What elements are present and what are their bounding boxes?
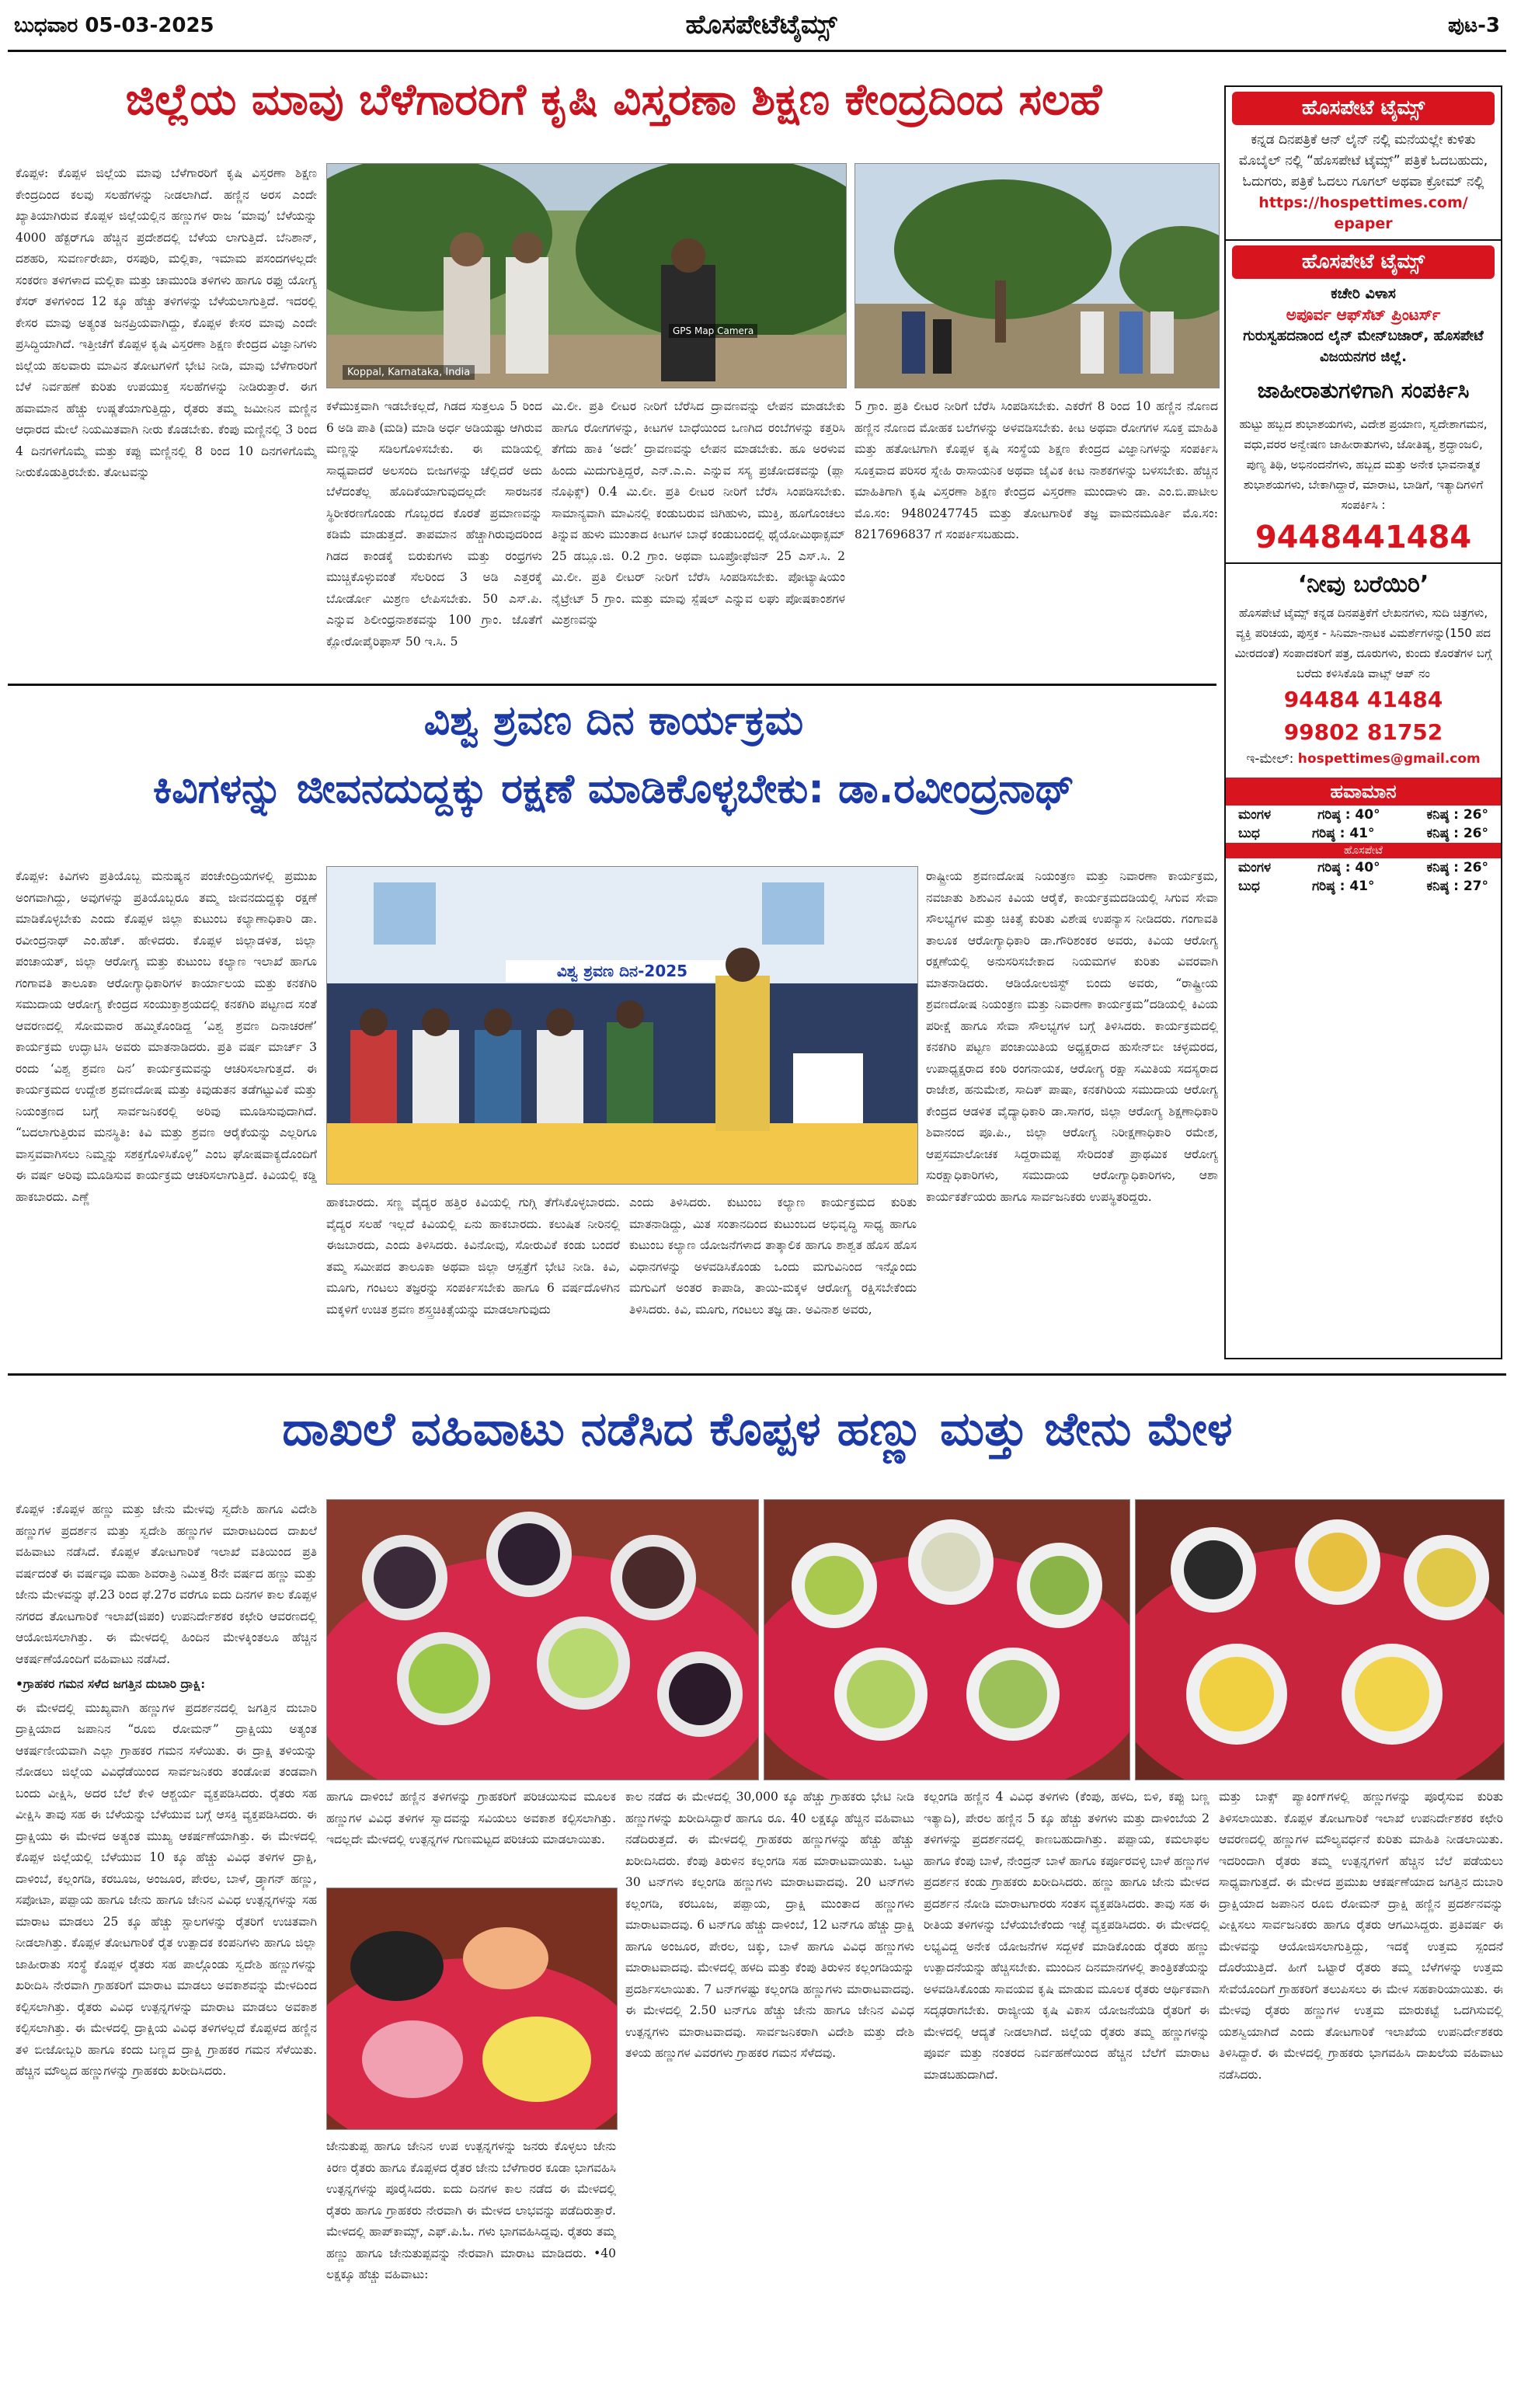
article2-text-1: ಕೊಪ್ಪಳ: ಕಿವಿಗಳು ಪ್ರತಿಯೊಬ್ಬ ಮನುಷ್ಯನ ಪಂಚೇಂದ್ರಿಯಗಳಲ್ಲಿ ಪ್ರಮುಖ ಅಂಗವಾಗಿದ್ದು, ಅವುಗಳನ್ನು ಪ್ರತಿಯೊಬ್ಬರೂ ತಮ್ಮ ಜೀವನದುದ್ದಕ್ಕು ರಕ್ಷಣೆ ಮಾಡಿಕೊಳ್ಳಬೇಕು ಎಂದು ಕೊಪ್ಪಳ ಜಿಲ್ಲಾ ಕುಟುಂಬ ಕಲ್ಯಾಣಾಧಿಕಾರಿ ಡಾ. ರವೀಂದ್ರನಾಥ್ ಎಂ.ಹೆಚ್. ಹೇಳಿದರು. ಕೊಪ್ಪಳ ಜಿಲ್ಲಾಡಳಿತ, ಜಿಲ್ಲಾ ಪಂಚಾಯತ್, ಜಿಲ್ಲಾ ಆರೋಗ್ಯ ಮತ್ತು ಕುಟುಂಬ ಕಲ್ಯಾಣ ಇಲಾಖೆ ಹಾಗೂ ಗಂಗಾವತಿ ತಾಲೂಕಾ ಆರೋಗ್ಯಾಧಿಕಾರಿಗಳ ಕಾರ್ಯಾಲಯ ಮತ್ತು ಕನಕಗಿರಿ ಸಮುದಾಯ ಆರೋಗ್ಯ ಕೇಂದ್ರದ ಸಂಯುಕ್ತಾಶ್ರಯದಲ್ಲಿ ಕನಕಗಿರಿ ಪಟ್ಟಣದ ಸಂತೆ ಆವರಣದಲ್ಲಿ ಸೋಮವಾರ ಹಮ್ಮಿಕೊಂಡಿದ್ದ ‘ವಿಶ್ವ ಶ್ರವಣ ದಿನಾಚರಣೆ’ ಕಾರ್ಯಕ್ರಮ ಉದ್ಘಾಟಿಸಿ ಅವರು ಮಾತನಾಡಿದರು. ಪ್ರತಿ ವರ್ಷ ಮಾರ್ಚ್ 3 ರಂದು ‘ವಿಶ್ವ ಶ್ರವಣ ದಿನ’ ಕಾರ್ಯಕ್ರಮವನ್ನು ಆಚರಿಸಲಾಗುತ್ತದೆ. ಈ ಕಾರ್ಯಕ್ರಮದ ಉದ್ದೇಶ ಶ್ರವಣದೋಷ ಮತ್ತು ಕಿವುಡುತನ ತಡೆಗಟ್ಟುವಿಕೆ ಮತ್ತು ನಿಯಂತ್ರಣದ ಬಗ್ಗೆ ಸಾರ್ವಜನಿಕರಲ್ಲಿ ಅರಿವು ಮೂಡಿಸುವುದಾಗಿದೆ. “ಬದಲಾಗುತ್ತಿರುವ ಮನಸ್ಥಿತಿ: ಕಿವಿ ಮತ್ತು ಶ್ರವಣ ಆರೈಕೆಯನ್ನು ಎಲ್ಲರಿಗೂ ವಾಸ್ತವವಾಗಿಸಲು ನಿಮ್ಮನ್ನು ಸಶಕ್ತಗೊಳಿಸಿಕೊಳ್ಳಿ” ಎಂಬ ಘೋಷವಾಕ್ಯದೊಂದಿಗೆ ಈ ವರ್ಷ ಅರಿವು ಮೂಡಿಸುವ ಕಾರ್ಯಕ್ರಮ ಆಚರಿಸಲಾಗುತ್ತಿದೆ. ಕಿವಿಯಲ್ಲಿ ಕಡ್ಡಿ ಹಾಕಬಾರದು. ಎಣ್ಣೆ (16, 869, 317, 1204)
article2-headline: ಕಿವಿಗಳನ್ನು ಜೀವನದುದ್ದಕ್ಕು ರಕ್ಷಣೆ ಮಾಡಿಕೊಳ್ಳಬೇಕು: ಡಾ.ರವೀಂದ್ರನಾಥ್ (152, 766, 1075, 813)
article1-photo-1 (326, 163, 847, 388)
article1-col-2 (326, 396, 542, 676)
article3-col-5 (1219, 1787, 1503, 2400)
article2-text-3: ಎಂದು ತಿಳಿಸಿದರು. ಕುಟುಂಬ ಕಲ್ಯಾಣ ಕಾರ್ಯಕ್ರಮದ ಕುರಿತು ಮಾತನಾಡಿದ್ದು, ಮಿತ ಸಂತಾನದಿಂದ ಕುಟುಂಬದ ಅಭಿವೃದ್ಧಿ ಸಾಧ್ಯ ಹಾಗೂ ಕುಟುಂಬ ಕಲ್ಯಾಣ ಯೋಜನೆಗಳಾದ ತಾತ್ಕಾಲಿಕ ಹಾಗೂ ಶಾಶ್ವತ ಹೊಸ ಹೊಸ ವಿಧಾನಗಳನ್ನು ಅಳವಡಿಸಿಕೊಂಡು ಒಂದು ಮಗುವಿನಿಂದ ಇನ್ನೊಂದು ಮಗುವಿಗೆ ಅಂತರ ಕಾಪಾಡಿ, ತಾಯಿ-ಮಕ್ಕಳ ಆರೋಗ್ಯ ರಕ್ಷಿಸಬೇಕೆಂದು ತಿಳಿಸಿದರು. ಕಿವಿ, ಮೂಗು, ಗಂಟಲು ತಜ್ಞ ಡಾ. ಅವಿನಾಶ ಅವರು, (629, 1195, 917, 1317)
sidebar-office-label: ಕಚೇರಿ ವಿಳಾಸ (1331, 285, 1396, 302)
sidebar-email-link[interactable]: hospettimes@gmail.com (1297, 751, 1481, 767)
sidebar-epaper-link[interactable]: epaper (1334, 215, 1393, 232)
article3-col1-rest: ಈ ಮೇಳದಲ್ಲಿ ಮುಖ್ಯವಾಗಿ ಹಣ್ಣುಗಳ ಪ್ರದರ್ಶನದಲ್ಲಿ ಜಗತ್ತಿನ ದುಬಾರಿ ದ್ರಾಕ್ಷಿಯಾದ ಜಪಾನಿನ “ರೂಬಿ ರೋಮನ್” ದ್ರಾಕ್ಷಿಯು ಅತ್ಯಂತ ಆಕರ್ಷಣೀಯವಾಗಿ ಎಲ್ಲಾ ಗ್ರಾಹಕರ ಗಮನ ಸಳೆಯಿತು. ಈ ದ್ರಾಕ್ಷಿ ತಳಿಯನ್ನು ನೋಡಲು ಜಿಲ್ಲೆಯ ವಿವಿಧೆಡೆಯಿಂದ ಸಾರ್ವಜನಿಕರು ತಂಡೋಪ ತಂಡವಾಗಿ ಬಂದು ವೀಕ್ಷಿಸಿ, ಅದರ ಬೆಲೆ ಕೇಳಿ ಆಶ್ಚರ್ಯ ವ್ಯಕ್ತಪಡಿಸಿದರು. ರೈತರು ಸಹ ವೀಕ್ಷಿಸಿ ತಾವು ಸಹ ಈ ಬೆಳೆಯನ್ನು ಬೆಳೆಯುವ ಬಗ್ಗೆ ಆಸಕ್ತಿ ವ್ಯಕ್ತಪಡಿಸಿದರು. ಈ ದ್ರಾಕ್ಷಿಯು ಈ ಮೇಳದ ಅತ್ಯಂತ ಮುಖ್ಯ ಆಕರ್ಷಣೆಯಾಗಿತ್ತು. ಈ ಮೇಳದಲ್ಲಿ ಕೊಪ್ಪಳ ಜಿಲ್ಲೆಯಲ್ಲಿ ಬೆಳೆಯುವ 10 ಕ್ಕೂ ಹೆಚ್ಚು ವಿವಿಧ ತಳಿಗಳ ದ್ರಾಕ್ಷಿ, ದಾಳಿಂಬೆ, ಕಲ್ಲಂಗಡಿ, ಕರಬೂಜ, ಅಂಜೂರ, ಪೇರಲ, ಬಾಳೆ, ಡ್ರ್ಯಾಗನ್ ಹಣ್ಣು, ಸಪೋಟಾ, ಪಪ್ಪಾಯ ಹಾಗೂ ಜೇನು ಹಾಗೂ ಜೇನಿನ ವಿವಿಧ ಉತ್ಪನ್ನಗಳನ್ನು ಸಹ ಮಾರಾಟ ಮಾಡಲು 25 ಕ್ಕೂ ಹೆಚ್ಚು ಸ್ಟಾಲಗಳನ್ನು ರೈತರಿಗೆ ಉಚಿತವಾಗಿ ನೀಡಲಾಗಿತ್ತು. ಕೊಪ್ಪಳ ತೋಟಗಾರಿಕೆ ರೈತ ಉತ್ಪಾದಕ ಕಂಪನಿಗಳು ಹಾಗೂ ಜಿಲ್ಲಾ ಜಾಹೀರಾತು ಸಂಸ್ಥೆ ಕೊಪ್ಪಳ ರೈತರು ಸಹ ಪಾಲ್ಗೊಂಡು ಸ್ವದೇಶಿ ಹಣ್ಣುಗಳನ್ನು ಖರೀದಿಸಿ ನೇರವಾಗಿ ಗ್ರಾಹಕರಿಗೆ ಮಾರಾಟ ಮಾಡಲು ಅವಕಾಶವನ್ನು ಮೇಳದಿಂದ ಕಲ್ಪಿಸಲಾಗಿತ್ತು. ರೈತರು ವಿವಿಧ ಉತ್ಪನ್ನಗಳನ್ನು ಮಾರಾಟ ಮಾಡಲು ಅವಕಾಶ ಕಲ್ಪಿಸಲಾಗಿತ್ತು. ಈ ಮೇಳದಲ್ಲಿ ದ್ರಾಕ್ಷಿಯ ವಿವಿಧ ತಳಿಗಳಲ್ಲದೆ ಕೊಪ್ಪಳದ ಹಣ್ಣಿನ ತಳಿ ಬೀಜೋಬ್ಬರಿ ಹಾಗೂ ಕಂದು ಬಣ್ಣದ ದ್ರಾಕ್ಷಿ ಗ್ರಾಹಕರ ಗಮನ ಸೆಳೆಯಿತು. ಹೆಚ್ಚಿನ ಮೌಲ್ಯದ ಹಣ್ಣುಗಳನ್ನು ಗ್ರಾಹಕರು ಖರೀದಿಸಿದರು. (16, 1700, 317, 2078)
header-rule (8, 50, 1506, 52)
section-rule-2 (8, 1373, 1506, 1376)
weather-max: ಗರಿಷ್ಠ : 40° (1317, 860, 1380, 875)
article3-photo-bananas (1135, 1499, 1505, 1780)
article3-photo-melons (326, 1888, 618, 2130)
masthead-title: ಹೊಸಪೇಟೆಟೈಮ್ಸ್ (685, 9, 837, 40)
page-number: ಪುಟ-3 (1447, 14, 1500, 37)
weather-box (1226, 778, 1501, 896)
article3-headline: ದಾಖಲೆ ವಹಿವಾಟು ನಡೆಸಿದ ಕೊಪ್ಪಳ ಹಣ್ಣು ಮತ್ತು ಜೇನು ಮೇಳ (282, 1402, 1233, 1456)
article2-photo (326, 866, 918, 1185)
weather-day: ಮಂಗಳ (1238, 860, 1272, 875)
weather-day: ಬುಧ (1238, 826, 1260, 841)
section-rule-1 (8, 684, 1216, 686)
article3-col-4 (924, 1787, 1209, 2400)
article3-subhead: •ಗ್ರಾಹಕರ ಗಮನ ಸಳೆದ ಜಗತ್ತಿನ ದುಬಾರಿ ದ್ರಾಕ್ಷಿ: (16, 1676, 206, 1691)
sidebar-url-link[interactable]: https://hospettimes.com/ (1258, 194, 1468, 211)
article3-text-4: ಕಲ್ಲಂಗಡಿ ಹಣ್ಣಿನ 4 ವಿವಿಧ ತಳಿಗಳು (ಕೆಂಪು, ಹಳದಿ, ಬಿಳಿ, ಕಪ್ಪು ಬಣ್ಣ ಇತ್ಯಾದಿ), ಪೇರಲ ಹಣ್ಣಿನ 5 ಕ್ಕೂ ಹೆಚ್ಚು ತಳಿಗಳು ಮತ್ತು ದಾಳಿಂಬೆಯ 2 ತಳಿಗಳನ್ನು ಪ್ರದರ್ಶನದಲ್ಲಿ ಕಾಣಬಹುದಾಗಿತ್ತು. ಪಪ್ಪಾಯ, ಕಮಲಾಫಲ ಹಾಗೂ ಕೆಂಪು ಬಾಳೆ, ನೇಂದ್ರನ್ ಬಾಳೆ ಹಾಗೂ ಕರ್ಪೂರವಳ್ಳಿ ಬಾಳೆ ಹಣ್ಣುಗಳ ಪ್ರದರ್ಶನ ಕಂಡು ಗ್ರಾಹಕರು ಖರೀದಿಸಿದರು. ಹಣ್ಣು ಹಾಗೂ ಜೇನು ಮೇಳದ ಪ್ರದರ್ಶನ ನೋಡಿ ಮಾರಾಟಗಾರರು ಸಂತಸ ವ್ಯಕ್ತಪಡಿಸಿದರು. ತಾವು ಸಹ ಈ ರೀತಿಯ ತಳಿಗಳನ್ನು ಬೆಳೆಯಬೇಕೆಂದು ಇಚ್ಛೆ ವ್ಯಕ್ತಪಡಿಸಿದರು. ಈ ಮೇಳದಲ್ಲಿ ಲಭ್ಯವಿದ್ದ ಅನೇಕ ಯೋಜನೆಗಳ ಸದ್ಬಳಕೆ ಮಾಡಿಕೊಂಡು ರೈತರು ಹಣ್ಣು ಉತ್ಪಾದನೆಯನ್ನು ಹೆಚ್ಚಿಸಬೇಕು. ಮುಂದಿನ ದಿನಮಾನಗಳಲ್ಲಿ ತಾಂತ್ರಿಕತೆಯನ್ನು ಅಳವಡಿಸಿಕೊಂಡು ಸಾವಯವ ಕೃಷಿ ಮಾಡುವ ಮೂಲಕ ರೈತರು ಆರ್ಥಿಕವಾಗಿ ಸದೃಢರಾಗಬೇಕು. ರಾಜ್ಯೀಯ ಕೃಷಿ ವಿಕಾಸ ಯೋಜನೆಯಡಿ ರೈತರಿಗೆ ಈ ಮೇಳದಲ್ಲಿ ಆದ್ಯತೆ ನೀಡಲಾಗಿದೆ. ಜಿಲ್ಲೆಯ ರೈತರು ತಮ್ಮ ಹಣ್ಣುಗಳನ್ನು ಪೂರ್ವ ಮತ್ತು ನಂತರದ ನಿರ್ವಹಣೆಯಿಂದ ಹೆಚ್ಚಿನ ಬೆಲೆಗೆ ಮಾರಾಟ ಮಾಡಬಹುದಾಗಿದೆ. (924, 1790, 1209, 2082)
page-header (8, 6, 1506, 47)
sidebar-phone-2: 99802 81752 (1283, 719, 1443, 745)
weather-row-3 (1226, 858, 1501, 877)
sidebar-you-write-text: ಹೊಸಪೇಟೆ ಟೈಮ್ಸ್ ಕನ್ನಡ ದಿನಪತ್ರಿಕೆಗೆ ಲೇಖನಗಳು, ಸುದಿ ಚಿತ್ರಗಳು, ವ್ಯಕ್ತಿ ಪರಿಚಯ, ಪುಸ್ತಕ - ಸಿನಿಮಾ-ನಾಟಕ ವಿಮರ್ಶೆಗಳನ್ನು(150 ಪದ ಮೀರದಂತೆ) ಸಂಪಾದಕರಿಗೆ ಪತ್ರ, ದೂರುಗಳು, ಕುಂದು ಕೊರತೆಗಳ ಬಗ್ಗೆ ಬರೆದು ಕಳಿಸಿಕೊಡಿ ವಾಟ್ಸ್ ಆಪ್ ನಂ (1234, 606, 1492, 680)
sidebar-badge-1: ಹೊಸಪೇಟೆ ಟೈಮ್ಸ್ (1232, 92, 1495, 125)
article3-text-2b: ಜೇನುತುಪ್ಪ ಹಾಗೂ ಜೇನಿನ ಉಪ ಉತ್ಪನ್ನಗಳನ್ನು ಜನರು ಕೊಳ್ಳಲು ಜೇನು ಕಿರಣ ರೈತರು ಹಾಗೂ ಕೊಪ್ಪಳದ ರೈತರ ಜೇನು ಬೆಳೆಗಾರರ ಕೂಡಾ ಭಾಗವಹಿಸಿ ಉತ್ಪನ್ನಗಳನ್ನು ಪೂರೈಸಿದರು. ಐದು ದಿನಗಳ ಕಾಲ ನಡೆದ ಈ ಮೇಳದಲ್ಲಿ ರೈತರು ಹಾಗೂ ಗ್ರಾಹಕರು ನೇರವಾಗಿ ಈ ಮೇಳದ ಲಾಭವನ್ನು ಪಡೆದಿರುತ್ತಾರೆ. ಮೇಳದಲ್ಲಿ ಹಾಪ್‌ಕಾಮ್ಸ್, ಎಫ್.ಪಿ.ಓ. ಗಳು ಭಾಗವಹಿಸಿದ್ದವು. ರೈತರು ತಮ್ಮ ಹಣ್ಣು ಹಾಗೂ ಜೇನುತುಪ್ಪವನ್ನು ನೇರವಾಗಿ ಮಾರಾಟ ಮಾಡಿದರು. •40 ಲಕ್ಷಕ್ಕೂ ಹೆಚ್ಚು ವಹಿವಾಟು: (326, 2139, 616, 2281)
weather-day: ಮಂಗಳ (1238, 807, 1272, 823)
article2-col-3 (629, 1192, 917, 1355)
weather-max: ಗರಿಷ್ಠ : 40° (1317, 807, 1380, 823)
sidebar-contact-label: ಸಂಪರ್ಕಿಸಿ : (1341, 498, 1386, 512)
gps-camera-badge: GPS Map Camera (669, 324, 757, 338)
article1-col-4 (854, 396, 1218, 676)
weather-max: ಗರಿಷ್ಠ : 41° (1311, 826, 1375, 841)
sidebar-ads-title: ಜಾಹೀರಾತುಗಳಿಗಾಗಿ ಸಂಪರ್ಕಿಸಿ (1257, 378, 1470, 403)
sidebar-address: ಗುರುಸ್ವಹದನಾಂದ ಲೈನ್ ಮೇನ್‌ಬಜಾರ್, ಹೊಸಪೇಟೆ ವಿಜಯನಗರ ಜಿಲ್ಲೆ. (1243, 328, 1484, 365)
article3-col-2b (326, 2136, 616, 2400)
weather-day: ಬುಧ (1238, 879, 1260, 894)
article3-col-3 (625, 1787, 914, 2400)
article2-col-1 (16, 866, 317, 1355)
article3-intro: ಕೊಪ್ಪಳ :ಕೊಪ್ಪಳ ಹಣ್ಣು ಮತ್ತು ಜೇನು ಮೇಳವು ಸ್ವದೇಶಿ ಹಾಗೂ ವಿದೇಶಿ ಹಣ್ಣುಗಳ ಪ್ರದರ್ಶನ ಮತ್ತು ಸ್ವದೇಶಿ ಹಣ್ಣುಗಳ ಮಾರಾಟದಿಂದ ದಾಖಲೆ ವಹಿವಾಟು ನಡೆಸಿದೆ. ಕೊಪ್ಪಳ ತೋಟಗಾರಿಕೆ ಇಲಾಖೆ ವತಿಯಿಂದ ಪ್ರತಿ ವರ್ಷದಂತೆ ಈ ವರ್ಷವೂ ಮಹಾ ಶಿವರಾತ್ರಿ ನಿಮಿತ್ತ 8ನೇ ವರ್ಷದ ಹಣ್ಣು ಮತ್ತು ಜೇನು ಮೇಳವನ್ನು ಫೆ.23 ರಿಂದ ಫೆ.27ರ ವರೆಗೂ ಐದು ದಿನಗಳ ಕಾಲ ಕೊಪ್ಪಳ ನಗರದ ತೋಟಗಾರಿಕೆ ಇಲಾಖೆ(ಜಿಪಂ) ಉಪನಿರ್ದೇಶಕರ ಕಛೇರಿ ಆವರಣದಲ್ಲಿ ಆಯೋಜಿಸಲಾಗಿತ್ತು. ಈ ಮೇಳದಲ್ಲಿ ಹಿಂದಿನ ಮೇಳಕ್ಕಿಂತಲೂ ಹೆಚ್ಚಿನ ಆಕರ್ಷಣೆಯೊಂದಿಗೆ ವಹಿವಾಟು ನಡೆಸಿದೆ. (16, 1502, 317, 1666)
sidebar-phone-1: 94484 41484 (1283, 687, 1443, 712)
weather-min: ಕನಿಷ್ಠ : 26° (1426, 826, 1488, 841)
article3-photo-guava (764, 1499, 1130, 1780)
banner-text: ವಿಶ್ವ ಶ್ರವಣ ದಿನ-2025 (556, 962, 688, 980)
issue-date: ಬುಧವಾರ 05-03-2025 (14, 14, 214, 37)
weather-min: ಕನಿಷ್ಠ : 27° (1426, 879, 1488, 894)
weather-city: ಹೊಸಪೇಟೆ (1226, 843, 1501, 858)
weather-min: ಕನಿಷ್ಠ : 26° (1426, 807, 1488, 823)
article1-headline: ಜಿಲ್ಲೆಯ ಮಾವು ಬೆಳೆಗಾರರಿಗೆ ಕೃಷಿ ವಿಸ್ತರಣಾ ಶಿಕ್ಷಣ ಕೇಂದ್ರದಿಂದ ಸಲಹೆ (125, 75, 1102, 125)
article1-text-3: ಮಿ.ಲೀ. ಪ್ರತಿ ಲೀಟರ ನೀರಿಗೆ ಬೆರೆಸಿದ ದ್ರಾವಣವನ್ನು ಲೇಪನ ಮಾಡಬೇಕು ಹಾಗೂ ರೋಗಗಳನ್ನು, ಕೀಟಗಳ ಬಾಧೆಯಿಂದ ಒಣಗಿದ ರಂಬೆಗಳನ್ನು ಕತ್ತರಿಸಿ ತೆಗೆದು ಹಾಕಿ ‘ಅದೇ’ ದ್ರಾವಣವನ್ನು ಲೇಪನ ಮಾಡಬೇಕು. ಹೂ ಅರಳುವ ಹಿಂದು ಮಿದುಗುತ್ತಿದ್ದರೆ, ಎನ್.ಎ.ಎ. ಎನ್ನುವ ಸಸ್ಯ ಪ್ರಚೋದಕವನ್ನು (ಪ್ಲಾ ನೊಫಿಕ್ಸ್) 0.4 ಮಿ.ಲೀ. ಪ್ರತಿ ಲೀಟರ ನೀರಿಗೆ ಬೆರೆಸಿ ಸಿಂಪಡಿಸಬೇಕು. ಸಾಮಾನ್ಯವಾಗಿ ಮಾವಿನಲ್ಲಿ ಕಂಡುಬರುವ ಜಿಗಿಹುಳು, ಮುಕ್ತಿ, ಹೂಗೊಂಚಲು ತಿನ್ನುವ ಹುಳು ಮುಂತಾದ ಕೀಟಗಳ ಬಾಧೆ ಕಂಡುಬಂದಲ್ಲಿ ಥೈಯೋಮಿಥಾಕ್ಸಮ್ 25 ಡಬ್ಲೂ.ಜಿ. 0.2 ಗ್ರಾಂ. ಅಥವಾ ಬೂಪ್ರೋಫೆಜಿನ್ 25 ಎಸ್.ಸಿ. 2 ಮಿ.ಲೀ. ಪ್ರತಿ ಲೀಟರ್ ನೀರಿಗೆ ಬೆರೆಸಿ ಸಿಂಪಡಿಸಬೇಕು. ಪೋಟ್ಯಾಷಿಯಂ ನೈಟ್ರೇಟ್ 5 ಗ್ರಾಂ. ಮತ್ತು ಮಾವು ಸ್ಪೆಷಲ್ ಎನ್ನುವ ಲಘು ಪೋಷಕಾಂಶಗಳ ಮಿಶ್ರಣವನ್ನು (552, 399, 845, 627)
article1-photo-2 (854, 163, 1220, 388)
sidebar-ads-list: ಹುಟ್ಟು ಹಬ್ಬದ ಶುಭಾಶಯಗಳು, ವಿದೇಶ ಪ್ರಯಾಣ, ಸ್ವದೇಶಾಗಮನ, ವಧು,ವರರ ಅನ್ವೇಷಣ ಜಾಹೀರಾತುಗಳು, ಜೋತಿಷ್ಯ, ಶ್ರದ್ಧಾಂಜಲಿ, ಪುಣ್ಯ ತಿಥಿ, ಅಭಿನಂದನೆಗಳು, ಹಬ್ಬದ ಮತ್ತು ಅನೇಕ ಭಾವನಾತ್ಮಕ ಶುಭಾಶಯಗಳು, ಬೇಕಾಗಿದ್ದಾರೆ, ಮಾರಾಟ, ಬಾಡಿಗೆ, ಇತ್ಯಾದಿಗಳಿಗೆ (1239, 417, 1488, 492)
article3-photo-grapes (326, 1499, 759, 1780)
article2-text-4: ರಾಷ್ಟ್ರೀಯ ಶ್ರವಣದೋಷ ನಿಯಂತ್ರಣ ಮತ್ತು ನಿವಾರಣಾ ಕಾರ್ಯಕ್ರಮ, ನವಜಾತು ಶಿಶುವಿನ ಕಿವಿಯ ಆರೈಕೆ, ಕಾರ್ಯಕ್ರಮದಡಿಯಲ್ಲಿ ಸಿಗುವ ಸೇವಾ ಸೌಲಭ್ಯಗಳ ಮತ್ತು ಚಿಕಿತ್ಸೆ ಕುರಿತು ವಿಶೇಷ ಉಪನ್ಯಾಸ ನೀಡಿದರು. ಗಂಗಾವತಿ ತಾಲೂಕ ಆರೋಗ್ಯಾಧಿಕಾರಿ ಡಾ.ಗೌರಿಶಂಕರ ಅವರು, ಕಿವಿಯ ಆರೋಗ್ಯ ರಕ್ಷಣೆಯಲ್ಲಿ ಅನುಸರಿಸಬೇಕಾದ ನಿಯಮಗಳ ಕುರಿತು ವಿವರವಾಗಿ ಮಾತನಾಡಿದರು. ಆಡಿಯೋಲಜಿಸ್ಟ್ ಬಿಂದು ಅವರು, “ರಾಷ್ಟ್ರೀಯ ಶ್ರವಣದೋಷ ನಿಯಂತ್ರಣ ಮತ್ತು ನಿವಾರಣಾ ಕಾರ್ಯಕ್ರಮ”ದಡಿಯಲ್ಲಿ ಕಿವಿಯ ಪರೀಕ್ಷೆ ಹಾಗೂ ಸೇವಾ ಸೌಲಭ್ಯಗಳ ಬಗ್ಗೆ ತಿಳಿಸಿದರು. ಕಾರ್ಯಕ್ರಮದಲ್ಲಿ ಕನಕಗಿರಿ ಪಟ್ಟಣ ಪಂಚಾಯಿತಿಯ ಅಧ್ಯಕ್ಷರಾದ ಹುಸೇನ್‌ಬೀ ಚಳ್ಳಮರದ, ಉಪಾಧ್ಯಕ್ಷರಾದ ಕಂಠಿ ರಂಗನಾಯಕ, ಆರೋಗ್ಯ ರಕ್ಷಾ ಸಮಿತಿಯ ಸದಸ್ಯರಾದ ರಾಜೇಶ, ಹನುಮೇಶ, ಸಾದಿಕ್ ಪಾಷಾ, ಕನಕಗಿರಿಯ ಸಮುದಾಯ ಆರೋಗ್ಯ ಕೇಂದ್ರದ ಆಡಳಿತ ವೈದ್ಯಾಧಿಕಾರಿ ಡಾ.ಸಾಗರ, ಜಿಲ್ಲಾ ಆರೋಗ್ಯ ಶಿಕ್ಷಣಾಧಿಕಾರಿ ಶಿವಾನಂದ ಪೂ.ಪಿ., ಜಿಲ್ಲಾ ಆರೋಗ್ಯ ನಿರೀಕ್ಷಣಾಧಿಕಾರಿ ರಮೇಶ, ಆಪ್ತಸಮಾಲೋಚಕ ಸಿದ್ದರಾಮಪ್ಪ ಸೇರಿದಂತೆ ಪ್ರಾಥಮಿಕ ಆರೋಗ್ಯ ಸುರಕ್ಷಾಧಿಕಾರಿಗಳು, ಸಮುದಾಯ ಆರೋಗ್ಯಾಧಿಕಾರಿಗಳು, ಆಶಾ ಕಾರ್ಯಕರ್ತೆಯರು ಹಾಗೂ ಸಾರ್ವಜನಿಕರು ಉಪಸ್ಥಿತರಿದ್ದರು. (926, 869, 1218, 1204)
article1-text-4: 5 ಗ್ರಾಂ. ಪ್ರತಿ ಲೀಟರ ನೀರಿಗೆ ಬೆರೆಸಿ ಸಿಂಪಡಿಸಬೇಕು. ಎಕರೆಗೆ 8 ರಿಂದ 10 ಹಣ್ಣಿನ ನೊಣದ ಹಣ್ಣಿನ ನೊಣದ ಮೋಹಕ ಬಲೆಗಳನ್ನು ಅಳವಡಿಸಬೇಕು. ಕೀಟ ಅಥವಾ ರೋಗಗಳ ಸೂಕ್ತ ಮಾಹಿತಿ ಮತ್ತು ಹತೋಟಿಗಾಗಿ ಕೊಪ್ಪಳ ಕೃಷಿ ಸಂಸ್ಥೆಯ ಶಿಕ್ಷಣ ಕೇಂದ್ರದ ವಿಜ್ಞಾನಿಗಳನ್ನು ಸಂಪರ್ಕಿಸಿ ಸೂಕ್ತವಾದ ಪರಿಸರ ಸ್ನೇಹಿ ರಾಸಾಯನಿಕ ಅಥವಾ ಜೈವಿಕ ಕೀಟ ನಾಶಕಗಳನ್ನು ಬಳಸಬೇಕು. ಹೆಚ್ಚಿನ ಮಾಹಿತಿಗಾಗಿ ಕೃಷಿ ವಿಸ್ತರಣಾ ಶಿಕ್ಷಣ ಕೇಂದ್ರದ ವಿಸ್ತರಣಾ ಮುಂದಾಳು ಡಾ. ಎಂ.ಬಿ.ಪಾಟೀಲ ಮೊ.ಸಂ: 9480247745 ಮತ್ತು ತೋಟಗಾರಿಕೆ ತಜ್ಞ ವಾಮನಮೂರ್ತಿ ಮೊ.ಸಂ: 8217696837 ಗೆ ಸಂಪರ್ಕಿಸಬಹುದು. (854, 399, 1218, 541)
weather-row-4 (1226, 877, 1501, 896)
weather-title: ಹವಾಮಾನ (1226, 778, 1501, 806)
article1-col-3 (552, 396, 845, 676)
article3-text-3: ಕಾಲ ನಡೆದ ಈ ಮೇಳದಲ್ಲಿ 30,000 ಕ್ಕೂ ಹೆಚ್ಚು ಗ್ರಾಹಕರು ಭೇಟಿ ನೀಡಿ ಹಣ್ಣುಗಳನ್ನು ಖರೀದಿಸಿದ್ದಾರೆ ಹಾಗೂ ರೂ. 40 ಲಕ್ಷಕ್ಕೂ ಹೆಚ್ಚಿನ ವಹಿವಾಟು ನಡೆದಿರುತ್ತದೆ. ಈ ಮೇಳದಲ್ಲಿ ಗ್ರಾಹಕರು ಹಣ್ಣುಗಳನ್ನು ಹೆಚ್ಚು ಹೆಚ್ಚು ಖರೀದಿಸಿದರು. ಕೆಂಪು ತಿರುಳಿನ ಕಲ್ಲಂಗಡಿ ಸಹ ಮಾರಾಟವಾಯಿತು. ಒಟ್ಟು 30 ಟನ್‌ಗಳು ಕಲ್ಲಂಗಡಿ ಹಣ್ಣುಗಳು ಮಾರಾಟವಾದವು. 20 ಟನ್‌ಗಳು ಕಲ್ಲಂಗಡಿ, ಕರಬೂಜ, ಪಪ್ಪಾಯ, ದ್ರಾಕ್ಷಿ ಮುಂತಾದ ಹಣ್ಣುಗಳು ಮಾರಾಟವಾದವು. 6 ಟನ್‌ಗೂ ಹೆಚ್ಚು ದಾಳಿಂಬೆ, 12 ಟನ್‌ಗೂ ಹೆಚ್ಚು ದ್ರಾಕ್ಷಿ ಹಾಗೂ ಅಂಜೂರ, ಪೇರಲ, ಚಿಕ್ಕು, ಬಾಳೆ ಹಾಗೂ ವಿವಿಧ ಹಣ್ಣುಗಳು ಮಾರಾಟವಾದವು. ಮೇಳದಲ್ಲಿ ಹಳದಿ ಮತ್ತು ಕೆಂಪು ತಿರುಳಿನ ಕಲ್ಲಂಗಡಿಯನ್ನು ಪ್ರದರ್ಶಿಸಲಾಯಿತು. 7 ಟನ್‌ಗಳಷ್ಟು ಕಲ್ಲಂಗಡಿ ಹಣ್ಣುಗಳು ಮಾರಾಟವಾದವು. ಈ ಮೇಳದಲ್ಲಿ 2.50 ಟನ್‌ಗೂ ಹೆಚ್ಚು ಜೇನು ಹಾಗೂ ಜೇನಿನ ವಿವಿಧ ಉತ್ಪನ್ನಗಳು ಮಾರಾಟವಾದವು. ಸಾರ್ವಜನಿಕರಾಗಿ ವಿದೇಶಿ ಮತ್ತು ದೇಶಿ ತಳಿಯ ಹಣ್ಣುಗಳ ವಿವರಗಳು ಗ್ರಾಹಕರ ಗಮನ ಸೆಳೆದವು. (625, 1790, 914, 2060)
weather-max: ಗರಿಷ್ಠ : 41° (1311, 879, 1375, 894)
article2-col-4 (926, 866, 1218, 1355)
sidebar-email-label: ಇ-ಮೇಲ್: (1246, 751, 1294, 767)
article2-text-2: ಹಾಕಬಾರದು. ಸಣ್ಣ ವೈದ್ಯರ ಹತ್ತಿರ ಕಿವಿಯಲ್ಲಿ ಗುಗ್ಗಿ ತೆಗೆಸಿಕೊಳ್ಳಬಾರದು. ವೈದ್ಯರ ಸಲಹೆ ಇಲ್ಲದೆ ಕಿವಿಯಲ್ಲಿ ಏನು ಹಾಕಬಾರದು. ಕಲುಷಿತ ನೀರಿನಲ್ಲಿ ಈಜಬಾರದು, ಎಂದು ತಿಳಿಸಿದರು. ಕಿವಿನೋವು, ಸೋರುವಿಕೆ ಕಂಡು ಬಂದರೆ ತಮ್ಮ ಸಮೀಪದ ತಾಲೂಕಾ ಅಥವಾ ಜಿಲ್ಲಾ ಆಸ್ಪತ್ರೆಗೆ ಭೇಟಿ ನೀಡಿ. ಕಿವಿ, ಮೂಗು, ಗಂಟಲು ತಜ್ಞರನ್ನು ಸಂಪರ್ಕಿಸಬೇಕು ಹಾಗೂ 6 ವರ್ಷದೊಳಗಿನ ಮಕ್ಕಳಿಗೆ ಉಚಿತ ಶ್ರವಣ ಶಸ್ತ್ರಚಿಕಿತ್ಸೆಯನ್ನು ಮಾಡಲಾಗುವುದು (326, 1195, 620, 1317)
sidebar-phone-big: 9448441484 (1255, 520, 1472, 555)
sidebar-promo: ಕನ್ನಡ ದಿನಪತ್ರಿಕೆ ಆನ್ ಲೈನ್ ನಲ್ಲಿ ಮನೆಯಲ್ಲೇ ಕುಳಿತು ಮೊಬೈಲ್ ನಲ್ಲಿ “ಹೊಸಪೇಟೆ ಟೈಮ್ಸ್” ಪತ್ರಿಕೆ ಓದಬಹುದು, ಓದುಗರು, ಪತ್ರಿಕೆ ಓದಲು ಗೂಗಲ್ ಅಥವಾ ಕ್ರೋಮ್ ನಲ್ಲಿ (1238, 132, 1488, 190)
sidebar-email-row (1226, 749, 1501, 770)
article1-text-2: ಕಳೆಮುಕ್ತವಾಗಿ ಇಡಬೇಕಲ್ಲದೆ, ಗಿಡದ ಸುತ್ತಲೂ 5 ರಿಂದ 6 ಅಡಿ ಪಾತಿ (ಮಡಿ) ಮಾಡಿ ಅರ್ಧ ಅಡಿಯಷ್ಟು ಆಗಿರುವ ಮಣ್ಣನ್ನು ಸಡಿಲಗೊಳಿಸಬೇಕು. ಈ ಮಡಿಯಲ್ಲಿ ಸಾಧ್ಯವಾದರೆ ಅಲಸಂದಿ ಬೀಜಗಳನ್ನು ಚೆಲ್ಲಿದರೆ ಅದು ಬೆಳೆದಂತೆಲ್ಲ ಹೊದಿಕೆಯಾಗುವುದಲ್ಲದೇ ಸಾರಜನಕ ಸ್ಥಿರೀಕರಣಗೊಂಡು ಗೊಬ್ಬರದ ಕೊರತೆ ಪ್ರಮಾಣವನ್ನು ಕಡಿಮೆ ಮಾಡುತ್ತದೆ. ತಾಪಮಾನ ಹೆಚ್ಚಾಗಿರುವುದರಿಂದ ಗಿಡದ ಕಾಂಡಕ್ಕೆ ಬಿರುಕುಗಳು ಮತ್ತು ರಂಧ್ರಗಳು ಮುಚ್ಚಿಕೊಳ್ಳುವಂತೆ ಸೆಲರಿಂದ 3 ಅಡಿ ಎತ್ತರಕ್ಕೆ ಬೋರ್ಡೋ ಮಿಶ್ರಣ ಲೇಪಿಸಬೇಕು. 50 ಎಸ್.ಪಿ. ಎನ್ನುವ ಶಿಲೀಂಧ್ರನಾಶಕವನ್ನು 100 ಗ್ರಾಂ. ಜೊತೆಗೆ ಕ್ಲೋರೋಪೈರಿಫಾಸ್ 50 ಇ.ಸಿ. 5 (326, 399, 542, 649)
article3-col-2 (326, 1787, 616, 1884)
weather-min: ಕನಿಷ್ಠ : 26° (1426, 860, 1488, 875)
article3-col-1 (16, 1499, 317, 2400)
article3-text-2: ಹಾಗೂ ದಾಳಿಂಬೆ ಹಣ್ಣಿನ ತಳಿಗಳನ್ನು ಗ್ರಾಹಕರಿಗೆ ಪರಿಚಯಿಸುವ ಮೂಲಕ ಹಣ್ಣುಗಳ ವಿವಿಧ ತಳಿಗಳ ಸ್ವಾದವನ್ನು ಸವಿಯಲು ಅವಕಾಶ ಕಲ್ಪಿಸಲಾಗಿತ್ತು. ಇದಲ್ಲದೇ ಮೇಳದಲ್ಲಿ ಉತ್ಪನ್ನಗಳ ಗುಣಮಟ್ಟದ ಪರಿಚಯ ಮಾಡಲಾಯಿತು. (326, 1790, 616, 1846)
article2-kicker: ವಿಶ್ವ ಶ್ರವಣ ದಿನ ಕಾರ್ಯಕ್ರಮ (423, 698, 804, 744)
sidebar-press-name: ಅಪೂರ್ವ ಆಫ್‌ಸೆಟ್ ಪ್ರಿಂಟರ್ಸ್ (1286, 305, 1441, 324)
sidebar-box (1224, 85, 1502, 1359)
article1-col-1 (16, 163, 317, 676)
sidebar-badge-2: ಹೊಸಪೇಟೆ ಟೈಮ್ಸ್ (1232, 245, 1495, 279)
photo-caption: Koppal, Karnataka, India (343, 365, 475, 380)
article3-text-5: ಮತ್ತು ಬಾಕ್ಸ್ ಪ್ಯಾಕಿಂಗ್‌ಗಳಲ್ಲಿ ಹಣ್ಣುಗಳನ್ನು ಪೂರೈಸುವ ಕುರಿತು ತಿಳಿಸಲಾಯಿತು. ಕೊಪ್ಪಳ ತೋಟಗಾರಿಕೆ ಇಲಾಖೆ ಉಪನಿರ್ದೇಶಕರ ಕಛೇರಿ ಆವರಣದಲ್ಲಿ ಹಣ್ಣುಗಳ ಮೌಲ್ಯವರ್ಧನೆ ಕುರಿತು ಮಾಹಿತಿ ನೀಡಲಾಯಿತು. ಇದರಿಂದಾಗಿ ರೈತರು ತಮ್ಮ ಉತ್ಪನ್ನಗಳಿಗೆ ಹೆಚ್ಚಿನ ಬೆಲೆ ಪಡೆಯಲು ಸಾಧ್ಯವಾಗುತ್ತದೆ. ಈ ಮೇಳದ ಪ್ರಮುಖ ಆಕರ್ಷಣೆಯಾದ ಜಗತ್ತಿನ ದುಬಾರಿ ದ್ರಾಕ್ಷಿಯಾದ ಜಪಾನಿನ ರೂಬಿ ರೋಮನ್ ದ್ರಾಕ್ಷಿ ಹಣ್ಣಿನ ಪ್ರದರ್ಶನವನ್ನು ವೀಕ್ಷಿಸಲು ಸಾರ್ವಜನಿಕರು ಹಾಗೂ ರೈತರು ಆಗಮಿಸಿದ್ದರು. ಪ್ರತಿವರ್ಷ ಈ ಮೇಳವನ್ನು ಆಯೋಜಿಸಲಾಗುತ್ತಿದ್ದು, ಇದಕ್ಕೆ ಉತ್ತಮ ಸ್ಪಂದನೆ ದೊರೆಯುತ್ತಿದೆ. ಹೀಗೆ ಒಟ್ಟಾರೆ ರೈತರು ತಮ್ಮ ಬೆಳೆಗಳನ್ನು ಉತ್ತಮ ಸೇವೆಯೊಂದಿಗೆ ಗ್ರಾಹಕರಿಗೆ ತಲುಪಿಸಲು ಈ ಮೇಳ ಸಹಕಾರಿಯಾಯಿತು. ಈ ಮೇಳವು ರೈತರು ಹಣ್ಣುಗಳ ಉತ್ತಮ ಮಾರುಕಟ್ಟೆ ಒದಗಿಸುವಲ್ಲಿ ಯಶಸ್ವಿಯಾಗಿದೆ ಎಂದು ತೋಟಗಾರಿಕೆ ಇಲಾಖೆಯ ಉಪನಿರ್ದೇಶಕರು ತಿಳಿಸಿದ್ದಾರೆ. ಈ ಮೇಳದಲ್ಲಿ ಗ್ರಾಹಕರು ಭಾಗವಹಿಸಿ ದಾಖಲೆಯ ವಹಿವಾಟು ನಡೆಸಿದರು. (1219, 1790, 1503, 2082)
article2-col-2 (326, 1192, 620, 1355)
weather-row-1 (1226, 806, 1501, 824)
sidebar-you-write: ‘ನೀವು ಬರೆಯಿರಿ’ (1297, 571, 1429, 598)
weather-row-2 (1226, 824, 1501, 843)
article1-text-1: ಕೊಪ್ಪಳ: ಕೊಪ್ಪಳ ಜಿಲ್ಲೆಯ ಮಾವು ಬೆಳೆಗಾರರಿಗೆ ಕೃಷಿ ವಿಸ್ತರಣಾ ಶಿಕ್ಷಣ ಕೇಂದ್ರದಿಂದ ಕಲವು ಸಲಹೆಗಳನ್ನು ನೀಡಲಾಗಿದೆ. ಹಣ್ಣಿನ ಅರಸ ಎಂದೇ ಖ್ಯಾತಿಯಾಗಿರುವ ಕೊಪ್ಪಳ ಜಿಲ್ಲೆಯಲ್ಲಿನ ಹಣ್ಣುಗಳ ರಾಜ ‘ಮಾವು’ ಬೆಳೆಯನ್ನು 4000 ಹೆಕ್ಟರ್‌ಗೂ ಹೆಚ್ಚಿನ ಪ್ರದೇಶದಲ್ಲಿ ಬೆಳೆಯ ಲಾಗುತ್ತಿದೆ. ಬೆನಿಶಾನ್, ದಶಹರಿ, ಸುವರ್ಣರೇಖಾ, ರಸಪುರಿ, ಮಲ್ಲಿಕಾ, ಇಮಾಮ ಪಸಂದಗಳಲ್ಲದೇ ಸಂಕರಣ ತಳಿಗಳಾದ ಮಲ್ಲಿಕಾ ಮತ್ತು ಚಾಮುಂಡಿ ತಳಿಗಳು ಹಾಗೂ ರಫ್ತು ಯೋಗ್ಯ ಕೆಸರ್ ತಳಿಗಳಿಂದ 12 ಕ್ಕೂ ಹೆಚ್ಚು ತಳಿಗಳನ್ನು ಬೆಳೆಯಲಾಗುತ್ತಿದೆ. ಇದರಲ್ಲಿ ಕೇಸರ ಮಾವು ಅತ್ಯಂತ ಜನಪ್ರಿಯವಾಗಿದ್ದು, ಕೊಪ್ಪಳ ಕೇಸರ ಮಾವು ಎಂದೇ ಪ್ರಸಿದ್ಧಿಯಾಗಿದೆ. ಇತ್ತೀಚೆಗೆ ಕೊಪ್ಪಳ ಕೃಷಿ ವಿಸ್ತರಣಾ ಶಿಕ್ಷಣ ಕೇಂದ್ರದ ವಿಜ್ಞಾನಿಗಳು ಜಿಲ್ಲೆಯ ಹಲವಾರು ಮಾವಿನ ತೋಟಗಳಿಗೆ ಭೇಟಿ ನೀಡಿ, ಮಾವು ಬೆಳೆಗಾರರಿಗೆ ಬೆಳೆ ನಿರ್ವಹಣೆ ಕುರಿತು ಉಪಯುಕ್ತ ಸಲಹೆಗಳನ್ನು ನೀಡಿರುತ್ತಾರೆ. ಈಗ ಹವಾಮಾನ ಹೆಚ್ಚು ಉಷ್ಣತೆಯಾಗುತ್ತಿದ್ದು, ರೈತರು ತಮ್ಮ ಜಮೀನಿನ ಮಣ್ಣಿನ ಆಧಾರದ ಮೇಲೆ ನಿಯಮಿತವಾಗಿ ನೀರು ಕೊಡಬೇಕು. ಕೆಂಪು ಮಣ್ಣಿನಲ್ಲಿ 3 ರಿಂದ 4 ದಿನಗಳಿಗೊಮ್ಮೆ ಮತ್ತು ಕಪ್ಪು ಮಣ್ಣಿನಲ್ಲಿ 8 ರಿಂದ 10 ದಿನಗಳಿಗೊಮ್ಮೆ ನೀರುಕೊಡುತ್ತಿರಬೇಕು. ತೋಟವನ್ನು (16, 166, 317, 479)
